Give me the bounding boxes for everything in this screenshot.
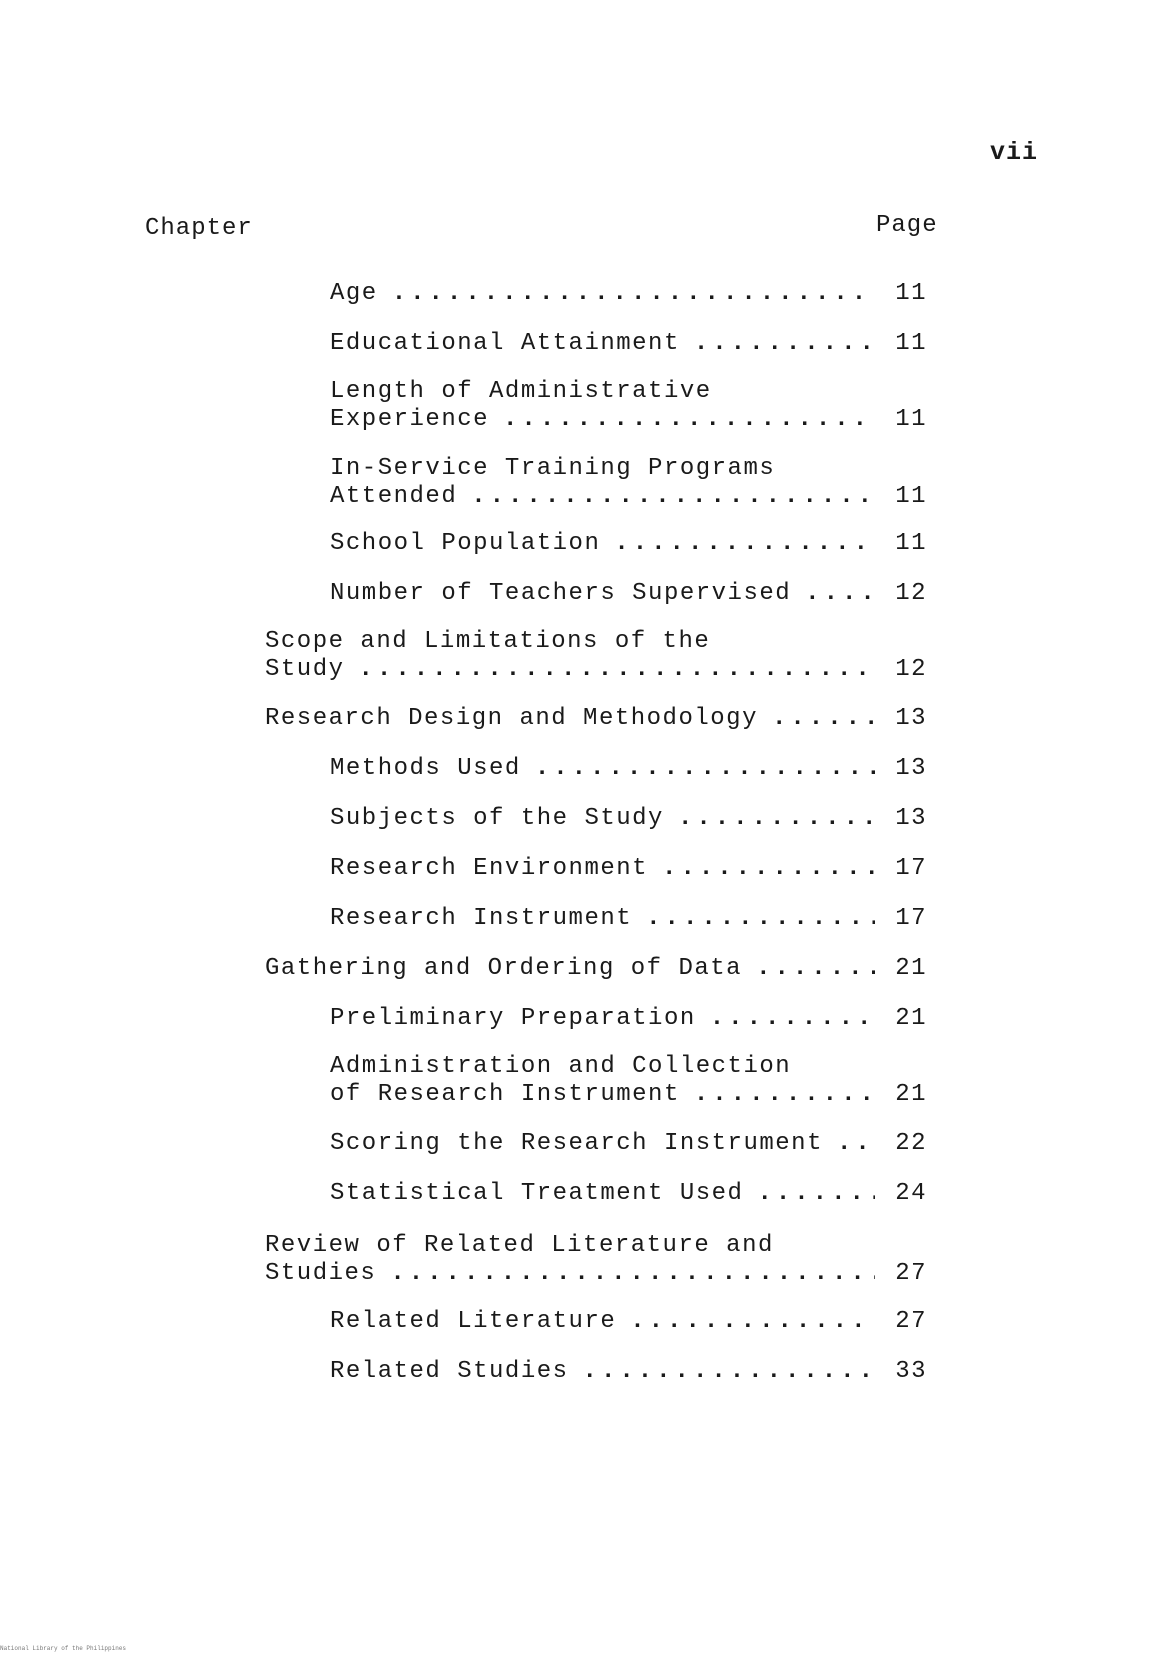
- toc-entry-page: 21: [895, 1081, 927, 1108]
- toc-entry-title: Subjects of the Study: [330, 805, 664, 832]
- dot-leader: [503, 406, 875, 434]
- toc-entry-gathering-and-ordering: [265, 955, 927, 983]
- toc-entry-title: Scope and Limitations of the: [265, 628, 711, 655]
- toc-entry-title-cont: Attended: [330, 483, 458, 510]
- toc-entry-statistical-treatment: [330, 1180, 927, 1208]
- toc-entry-subjects-of-the-study: [330, 805, 927, 833]
- toc-entry-number-of-teachers: [330, 580, 927, 608]
- dot-leader: [837, 1130, 875, 1158]
- toc-entry-page: 33: [895, 1358, 927, 1385]
- toc-entry-page: 13: [895, 805, 927, 832]
- toc-entry-page: 11: [895, 406, 927, 433]
- toc-entry-research-environment: [330, 855, 927, 883]
- toc-entry-page: 11: [895, 530, 927, 557]
- dot-leader: [392, 280, 875, 308]
- dot-leader: [359, 656, 875, 684]
- toc-entry-page: 21: [895, 1005, 927, 1032]
- toc-entry-title: Research Design and Methodology: [265, 705, 758, 732]
- toc-entry-title: Gathering and Ordering of Data: [265, 955, 743, 982]
- toc-entry-title-cont: Study: [265, 656, 345, 683]
- toc-entry-scope-and-limitations: [265, 628, 927, 684]
- dot-leader: [757, 1180, 875, 1208]
- toc-entry-title-cont: of Research Instrument: [330, 1081, 680, 1108]
- scan-footer: National Library of the Philippines: [0, 1645, 127, 1652]
- toc-entry-title: Review of Related Literature and: [265, 1232, 774, 1259]
- dot-leader: [630, 1308, 875, 1336]
- toc-entry-title: School Population: [330, 530, 601, 557]
- toc-entry-title: Length of Administrative: [330, 378, 712, 405]
- toc-entry-research-design: [265, 705, 927, 733]
- toc-entry-page: 11: [895, 280, 927, 307]
- dot-leader: [756, 955, 875, 983]
- toc-entry-in-service-training: [330, 455, 927, 511]
- dot-leader: [583, 1358, 875, 1386]
- toc-entry-page: 24: [895, 1180, 927, 1207]
- dot-leader: [535, 755, 875, 783]
- toc-entry-title-cont: Experience: [330, 406, 490, 433]
- toc-entry-page: 12: [895, 656, 927, 683]
- toc-entry-page: 27: [895, 1308, 927, 1335]
- toc-entry-length-of-administrative-experience: [330, 378, 927, 434]
- dot-leader: [646, 905, 875, 933]
- toc-entry-title: In-Service Training Programs: [330, 455, 776, 482]
- dot-leader: [662, 855, 875, 883]
- toc-entry-methods-used: [330, 755, 927, 783]
- toc-entry-preliminary-preparation: [330, 1005, 927, 1033]
- toc-entry-page: 17: [895, 855, 927, 882]
- chapter-column-header: Chapter: [145, 215, 253, 242]
- toc-entry-age: [330, 280, 927, 308]
- dot-leader: [694, 330, 875, 358]
- dot-leader: [710, 1005, 875, 1033]
- toc-entry-title: Research Instrument: [330, 905, 633, 932]
- toc-entry-school-population: [330, 530, 927, 558]
- dot-leader: [678, 805, 875, 833]
- toc-entry-title: Related Literature: [330, 1308, 617, 1335]
- toc-entry-title: Number of Teachers Supervised: [330, 580, 792, 607]
- dot-leader: [614, 530, 875, 558]
- dot-leader: [772, 705, 875, 733]
- toc-entry-title: Statistical Treatment Used: [330, 1180, 744, 1207]
- toc-entry-page: 27: [895, 1260, 927, 1287]
- toc-entry-page: 11: [895, 483, 927, 510]
- toc-entry-page: 12: [895, 580, 927, 607]
- toc-entry-title: Related Studies: [330, 1358, 569, 1385]
- toc-entry-related-literature: [330, 1308, 927, 1336]
- toc-entry-title: Research Environment: [330, 855, 649, 882]
- toc-entry-title: Scoring the Research Instrument: [330, 1130, 823, 1157]
- toc-entry-title: Administration and Collection: [330, 1053, 792, 1080]
- toc-entry-related-studies: [330, 1358, 927, 1386]
- toc-entry-page: 21: [895, 955, 927, 982]
- toc-entry-title: Methods Used: [330, 755, 521, 782]
- toc-entry-educational-attainment: [330, 330, 927, 358]
- toc-entry-page: 17: [895, 905, 927, 932]
- toc-entry-research-instrument: [330, 905, 927, 933]
- dot-leader: [694, 1081, 875, 1109]
- toc-entry-title: Educational Attainment: [330, 330, 680, 357]
- toc-entry-review-of-related-literature: [265, 1232, 927, 1288]
- dot-leader: [471, 483, 875, 511]
- toc-entry-title-cont: Studies: [265, 1260, 377, 1287]
- page-number: vii: [990, 138, 1039, 167]
- dot-leader: [390, 1260, 875, 1288]
- toc-entry-administration-and-collection: [330, 1053, 927, 1109]
- toc-entry-title: Age: [330, 280, 378, 307]
- toc-entry-page: 13: [895, 755, 927, 782]
- toc-entry-page: 22: [895, 1130, 927, 1157]
- toc-entry-scoring-the-research-instrument: [330, 1130, 927, 1158]
- toc-entry-title: Preliminary Preparation: [330, 1005, 696, 1032]
- dot-leader: [805, 580, 875, 608]
- page-column-header: Page: [876, 212, 938, 239]
- toc-entry-page: 11: [895, 330, 927, 357]
- toc-entry-page: 13: [895, 705, 927, 732]
